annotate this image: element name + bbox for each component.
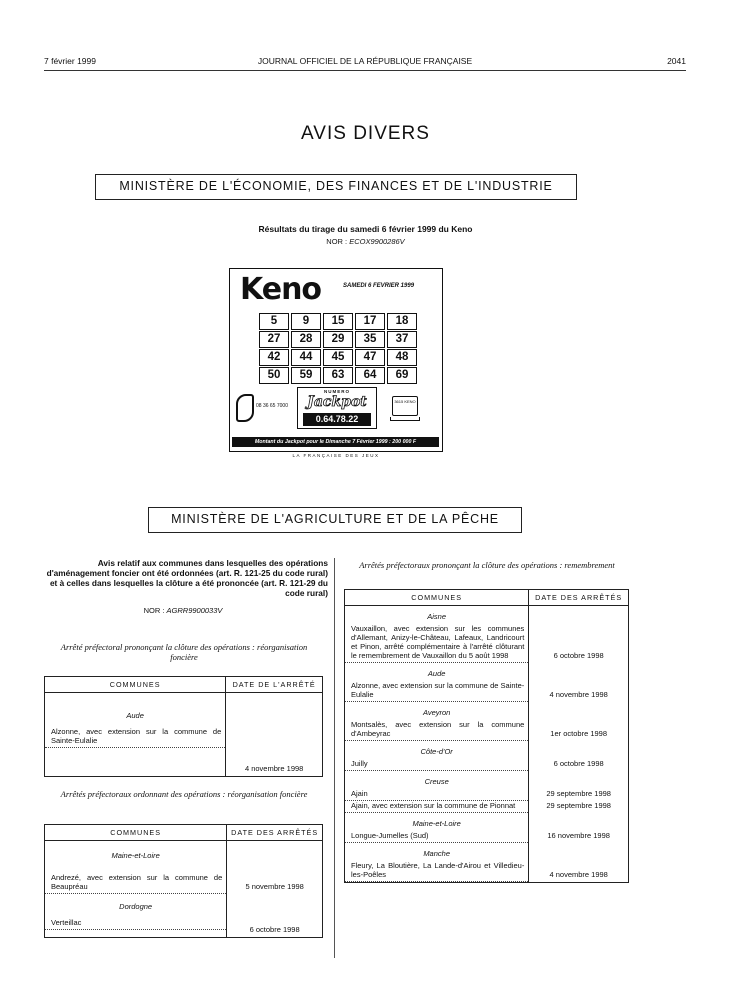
table-cloture-reorganisation bbox=[44, 676, 323, 777]
commune-entry: Alzonne, avec extension sur la commune de Sainte-Eulalie bbox=[345, 681, 528, 702]
commune-entry: Ajain, avec extension sur la commune de Pionnat bbox=[345, 801, 528, 813]
table-row bbox=[345, 741, 629, 771]
keno-number: 45 bbox=[323, 349, 353, 366]
department-name: Maine-et-Loire bbox=[412, 819, 461, 828]
fdj-brand: LA FRANÇAISE DES JEUX bbox=[292, 453, 380, 458]
department-name: Aveyron bbox=[422, 708, 451, 717]
department-name: Maine-et-Loire bbox=[111, 851, 160, 860]
keno-draw-date: SAMEDI 6 FEVRIER 1999 bbox=[343, 283, 415, 289]
arrete-date: 16 novembre 1998 bbox=[529, 813, 629, 843]
column-header-communes: COMMUNES bbox=[45, 677, 226, 693]
keno-number: 63 bbox=[323, 367, 353, 384]
column-header-date: DATE DE L'ARRÊTÉ bbox=[226, 677, 323, 693]
arrete-date: 5 novembre 1998 bbox=[227, 841, 323, 895]
commune-entry: Juilly bbox=[345, 759, 528, 771]
keno-number: 42 bbox=[259, 349, 289, 366]
column-header-communes: COMMUNES bbox=[45, 825, 227, 841]
keno-number: 50 bbox=[259, 367, 289, 384]
department-name: Côte-d'Or bbox=[420, 747, 453, 756]
page-header bbox=[44, 56, 686, 70]
keno-nor-label: NOR : bbox=[326, 237, 348, 246]
telephone-icon bbox=[236, 394, 254, 422]
minitel-code: 3615 KENO bbox=[394, 399, 416, 404]
commune-entry: Alzonne, avec extension sur la commune de Sainte-Eulalie bbox=[45, 727, 225, 748]
header-rule bbox=[44, 70, 686, 71]
jackpot-word: Jackpot bbox=[307, 394, 367, 410]
department-name: Aisne bbox=[427, 612, 447, 621]
keno-number: 29 bbox=[323, 331, 353, 348]
arrete-date: 4 novembre 1998 bbox=[529, 663, 629, 702]
table-row bbox=[345, 663, 629, 702]
keno-number: 18 bbox=[387, 313, 417, 330]
table-row bbox=[45, 894, 323, 937]
table-row bbox=[45, 841, 323, 895]
keno-number: 64 bbox=[355, 367, 385, 384]
subtitle-ordonnant-reorganisation: Arrêtés préfectoraux ordonnant des opérations : réorganisation foncière bbox=[60, 789, 308, 799]
arrete-date: 6 octobre 1998 bbox=[227, 894, 323, 937]
ministry-economie-box bbox=[95, 174, 577, 200]
ministry-agriculture-label: MINISTÈRE DE L'AGRICULTURE ET DE LA PÊCHE bbox=[171, 512, 499, 526]
keno-number: 15 bbox=[323, 313, 353, 330]
keno-number: 27 bbox=[259, 331, 289, 348]
table-ordonnant-reorganisation bbox=[44, 824, 323, 938]
department-name: Manche bbox=[423, 849, 450, 858]
table-row bbox=[345, 801, 629, 813]
commune-entry: Montsalès, avec extension sur la commune d'Ambeyrac bbox=[345, 720, 528, 741]
column-header-date: DATE DES ARRÊTÉS bbox=[529, 590, 629, 606]
arrete-date: 1er octobre 1998 bbox=[529, 702, 629, 741]
table-row bbox=[345, 606, 629, 664]
column-divider bbox=[334, 558, 335, 958]
commune-entry: Verteillac bbox=[45, 918, 226, 930]
section-title: AVIS DIVERS bbox=[301, 123, 430, 144]
keno-number: 59 bbox=[291, 367, 321, 384]
keno-number: 44 bbox=[291, 349, 321, 366]
agri-nor-code: AGRR9900033V bbox=[166, 606, 223, 615]
journal-title: JOURNAL OFFICIEL DE LA RÉPUBLIQUE FRANÇAISE bbox=[257, 56, 473, 66]
column-header-communes: COMMUNES bbox=[345, 590, 529, 606]
column-header-date: DATE DES ARRÊTÉS bbox=[227, 825, 323, 841]
keno-number: 9 bbox=[291, 313, 321, 330]
department-name: Aude bbox=[427, 669, 446, 678]
arrete-date: 4 novembre 1998 bbox=[226, 693, 323, 777]
commune-entry: Longue-Jumelles (Sud) bbox=[345, 831, 528, 843]
keno-number: 28 bbox=[291, 331, 321, 348]
arrete-date: 29 septembre 1998 bbox=[529, 801, 629, 813]
ministry-economie-label: MINISTÈRE DE L'ÉCONOMIE, DES FINANCES ET DE L'INDUSTRIE bbox=[119, 179, 553, 193]
keno-logo: Keno bbox=[240, 272, 322, 307]
arrete-date: 6 octobre 1998 bbox=[529, 606, 629, 664]
keno-number: 5 bbox=[259, 313, 289, 330]
table-row bbox=[345, 813, 629, 843]
ministry-agriculture-box bbox=[148, 507, 522, 533]
agri-nor-label: NOR : bbox=[143, 606, 165, 615]
department-name: Dordogne bbox=[119, 902, 153, 911]
table-row bbox=[345, 702, 629, 741]
commune-entry: Ajain bbox=[345, 789, 528, 801]
table-cloture-remembrement bbox=[344, 589, 629, 883]
keno-number-grid bbox=[259, 313, 417, 384]
jackpot-amount-banner: Montant du Jackpot pour le Dimanche 7 Février 1999 : 200 000 F bbox=[232, 437, 439, 447]
commune-entry: Fleury, La Bloutière, La Lande-d'Airou et Villedieu-les-Poêles bbox=[345, 861, 528, 882]
jackpot-label: NUMERO bbox=[324, 389, 350, 394]
arrete-date: 6 octobre 1998 bbox=[529, 741, 629, 771]
commune-entry: Vauxaillon, avec extension sur les communes d'Allemant, Anizy-le-Château, Lafeaux, Landricourt et Pinon, arrêté complémentaire à l'arrêté clôturant le remembrement de Vauxaillon du 5 août 1998 bbox=[345, 624, 528, 663]
arrete-date: 4 novembre 1998 bbox=[529, 843, 629, 883]
keno-number: 48 bbox=[387, 349, 417, 366]
keno-number: 37 bbox=[387, 331, 417, 348]
commune-entry: Andrezé, avec extension sur la commune de Beaupréau bbox=[45, 873, 226, 894]
page-number: 2041 bbox=[667, 56, 686, 66]
header-date: 7 février 1999 bbox=[44, 56, 96, 66]
subtitle-cloture-remembrement: Arrêtés préfectoraux prononçant la clôture des opérations : remembrement bbox=[359, 560, 615, 570]
keno-phone: 08 36 65 7000 bbox=[256, 403, 288, 409]
keno-nor bbox=[0, 237, 731, 246]
department-name: Aude bbox=[126, 711, 144, 720]
keno-number: 17 bbox=[355, 313, 385, 330]
subtitle-cloture-reorganisation: Arrêté préfectoral prononçant la clôture des opérations : réorganisation foncière bbox=[60, 642, 308, 662]
jackpot-box bbox=[297, 387, 377, 429]
table-row bbox=[45, 693, 323, 777]
table-row bbox=[345, 843, 629, 883]
jackpot-number: 0.64.78.22 bbox=[303, 413, 371, 426]
keno-number: 69 bbox=[387, 367, 417, 384]
keno-number: 47 bbox=[355, 349, 385, 366]
minitel-base bbox=[390, 417, 420, 421]
table-row bbox=[345, 771, 629, 801]
arrete-date: 29 septembre 1998 bbox=[529, 771, 629, 801]
agri-nor bbox=[42, 606, 324, 615]
keno-results-title: Résultats du tirage du samedi 6 février 1999 du Keno bbox=[258, 224, 473, 234]
avis-relatif-heading: Avis relatif aux communes dans lesquelles des opérations d'aménagement foncier ont été ordonnées (art. R. 121-25 du code rural) et à celles dans lesquelles la clôture a été prononcée (art. R. 121-29 du code rural) bbox=[46, 558, 328, 598]
keno-ticket bbox=[229, 268, 443, 452]
keno-nor-code: ECOX9900286V bbox=[349, 237, 405, 246]
department-name: Creuse bbox=[424, 777, 449, 786]
keno-number: 35 bbox=[355, 331, 385, 348]
